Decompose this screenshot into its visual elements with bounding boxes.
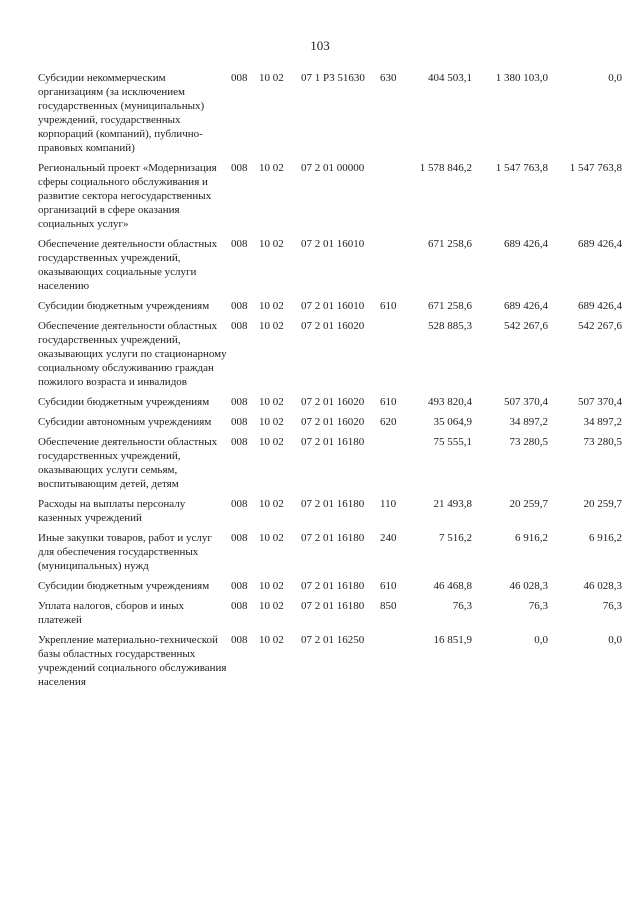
row-expense-type: 620	[380, 416, 397, 428]
row-expense-type: 610	[380, 580, 397, 592]
row-amount-year-3: 0,0	[608, 634, 622, 646]
row-name: Уплата налогов, сборов и иных платежей	[38, 600, 185, 626]
row-amount-year-3: 20 259,7	[583, 498, 622, 510]
row-expense-type: 630	[380, 72, 397, 84]
row-ministry-code: 008	[231, 238, 248, 250]
row-expense-type: 610	[380, 396, 397, 408]
row-name: Обеспечение деятельности областных государственных учреждений, оказывающих социальные услуги населению	[38, 238, 218, 292]
row-name: Иные закупки товаров, работ и услуг для обеспечения государственных (муниципальных) нужд	[38, 532, 212, 572]
table-row	[0, 497, 640, 525]
row-ministry-code: 008	[231, 396, 248, 408]
row-expense-type: 850	[380, 600, 397, 612]
row-amount-year-1: 46 468,8	[433, 580, 472, 592]
row-amount-year-2: 542 267,6	[504, 320, 548, 332]
row-target-code: 07 2 01 00000	[301, 162, 365, 174]
row-target-code: 07 2 01 16010	[301, 238, 365, 250]
row-target-code: 07 2 01 16180	[301, 600, 365, 612]
row-name: Субсидии автономным учреждениям	[38, 416, 212, 428]
row-ministry-code: 008	[231, 498, 248, 510]
row-amount-year-3: 507 370,4	[578, 396, 622, 408]
table-row	[0, 415, 640, 429]
row-amount-year-2: 1 380 103,0	[495, 72, 548, 84]
table-row	[0, 435, 640, 491]
row-section-code: 10 02	[259, 532, 284, 544]
table-row	[0, 299, 640, 313]
row-amount-year-2: 73 280,5	[509, 436, 548, 448]
table-row	[0, 599, 640, 627]
row-name: Субсидии бюджетным учреждениям	[38, 580, 210, 592]
row-expense-type: 240	[380, 532, 397, 544]
row-ministry-code: 008	[231, 320, 248, 332]
row-target-code: 07 2 01 16180	[301, 532, 365, 544]
row-section-code: 10 02	[259, 634, 284, 646]
row-section-code: 10 02	[259, 580, 284, 592]
row-amount-year-1: 528 885,3	[428, 320, 472, 332]
row-name: Субсидии некоммерческим организациям (за исключением государственных (муниципальных) учреждений, государственных корпораций (компаний), публично-правовых компаний)	[38, 72, 205, 154]
row-amount-year-1: 76,3	[452, 600, 472, 612]
row-amount-year-2: 20 259,7	[509, 498, 548, 510]
table-row	[0, 319, 640, 389]
row-ministry-code: 008	[231, 416, 248, 428]
row-target-code: 07 1 P3 51630	[301, 72, 365, 84]
table-row	[0, 395, 640, 409]
row-amount-year-3: 46 028,3	[583, 580, 622, 592]
row-amount-year-2: 0,0	[534, 634, 548, 646]
row-amount-year-1: 7 516,2	[439, 532, 472, 544]
table-row	[0, 237, 640, 293]
row-section-code: 10 02	[259, 72, 284, 84]
row-amount-year-1: 35 064,9	[433, 416, 472, 428]
row-ministry-code: 008	[231, 162, 248, 174]
row-ministry-code: 008	[231, 72, 248, 84]
row-name: Обеспечение деятельности областных государственных учреждений, оказывающих услуги семьям, воспитывающим детей, детям	[38, 436, 218, 490]
row-expense-type: 610	[380, 300, 397, 312]
table-row	[0, 161, 640, 231]
row-amount-year-3: 689 426,4	[578, 238, 622, 250]
row-amount-year-1: 75 555,1	[433, 436, 472, 448]
row-amount-year-2: 76,3	[528, 600, 548, 612]
row-section-code: 10 02	[259, 300, 284, 312]
table-row	[0, 531, 640, 573]
row-amount-year-3: 34 897,2	[583, 416, 622, 428]
row-amount-year-1: 671 258,6	[428, 300, 472, 312]
row-section-code: 10 02	[259, 238, 284, 250]
row-target-code: 07 2 01 16020	[301, 416, 365, 428]
row-amount-year-2: 46 028,3	[509, 580, 548, 592]
row-section-code: 10 02	[259, 396, 284, 408]
row-ministry-code: 008	[231, 436, 248, 448]
row-target-code: 07 2 01 16180	[301, 436, 365, 448]
table-row	[0, 579, 640, 593]
row-ministry-code: 008	[231, 634, 248, 646]
row-amount-year-3: 689 426,4	[578, 300, 622, 312]
row-section-code: 10 02	[259, 416, 284, 428]
row-amount-year-1: 1 578 846,2	[419, 162, 472, 174]
row-ministry-code: 008	[231, 532, 248, 544]
row-amount-year-2: 689 426,4	[504, 300, 548, 312]
row-amount-year-2: 6 916,2	[515, 532, 548, 544]
row-ministry-code: 008	[231, 580, 248, 592]
row-target-code: 07 2 01 16250	[301, 634, 365, 646]
row-amount-year-1: 404 503,1	[428, 72, 472, 84]
row-amount-year-3: 6 916,2	[589, 532, 622, 544]
row-amount-year-1: 21 493,8	[433, 498, 472, 510]
row-section-code: 10 02	[259, 498, 284, 510]
row-amount-year-3: 1 547 763,8	[569, 162, 622, 174]
row-name: Субсидии бюджетным учреждениям	[38, 300, 210, 312]
row-amount-year-3: 542 267,6	[578, 320, 622, 332]
row-target-code: 07 2 01 16180	[301, 498, 365, 510]
row-section-code: 10 02	[259, 436, 284, 448]
row-target-code: 07 2 01 16020	[301, 320, 365, 332]
row-target-code: 07 2 01 16020	[301, 396, 365, 408]
table-row	[0, 633, 640, 689]
row-name: Региональный проект «Модернизация сферы социального обслуживания и развитие сектора негосударственных организаций в сфере оказания социальных услуг»	[38, 162, 217, 230]
row-section-code: 10 02	[259, 600, 284, 612]
row-expense-type: 110	[380, 498, 397, 510]
row-amount-year-2: 689 426,4	[504, 238, 548, 250]
row-target-code: 07 2 01 16180	[301, 580, 365, 592]
row-section-code: 10 02	[259, 320, 284, 332]
row-amount-year-1: 493 820,4	[428, 396, 472, 408]
row-section-code: 10 02	[259, 162, 284, 174]
row-ministry-code: 008	[231, 300, 248, 312]
row-amount-year-3: 73 280,5	[583, 436, 622, 448]
row-amount-year-3: 76,3	[602, 600, 622, 612]
table-row	[0, 71, 640, 155]
row-amount-year-3: 0,0	[608, 72, 622, 84]
row-name: Обеспечение деятельности областных государственных учреждений, оказывающих услуги по стационарному социальному обслуживанию граждан пожилого возраста и инвалидов	[38, 320, 227, 388]
row-target-code: 07 2 01 16010	[301, 300, 365, 312]
row-amount-year-1: 16 851,9	[433, 634, 472, 646]
row-amount-year-1: 671 258,6	[428, 238, 472, 250]
row-amount-year-2: 1 547 763,8	[495, 162, 548, 174]
row-ministry-code: 008	[231, 600, 248, 612]
row-amount-year-2: 34 897,2	[509, 416, 548, 428]
row-name: Расходы на выплаты персоналу казенных учреждений	[38, 498, 186, 524]
row-name: Субсидии бюджетным учреждениям	[38, 396, 210, 408]
budget-table	[0, 71, 640, 695]
row-name: Укрепление материально-технической базы областных государственных учреждений социального обслуживания населения	[38, 634, 227, 688]
page-number: 103	[310, 38, 330, 53]
row-amount-year-2: 507 370,4	[504, 396, 548, 408]
